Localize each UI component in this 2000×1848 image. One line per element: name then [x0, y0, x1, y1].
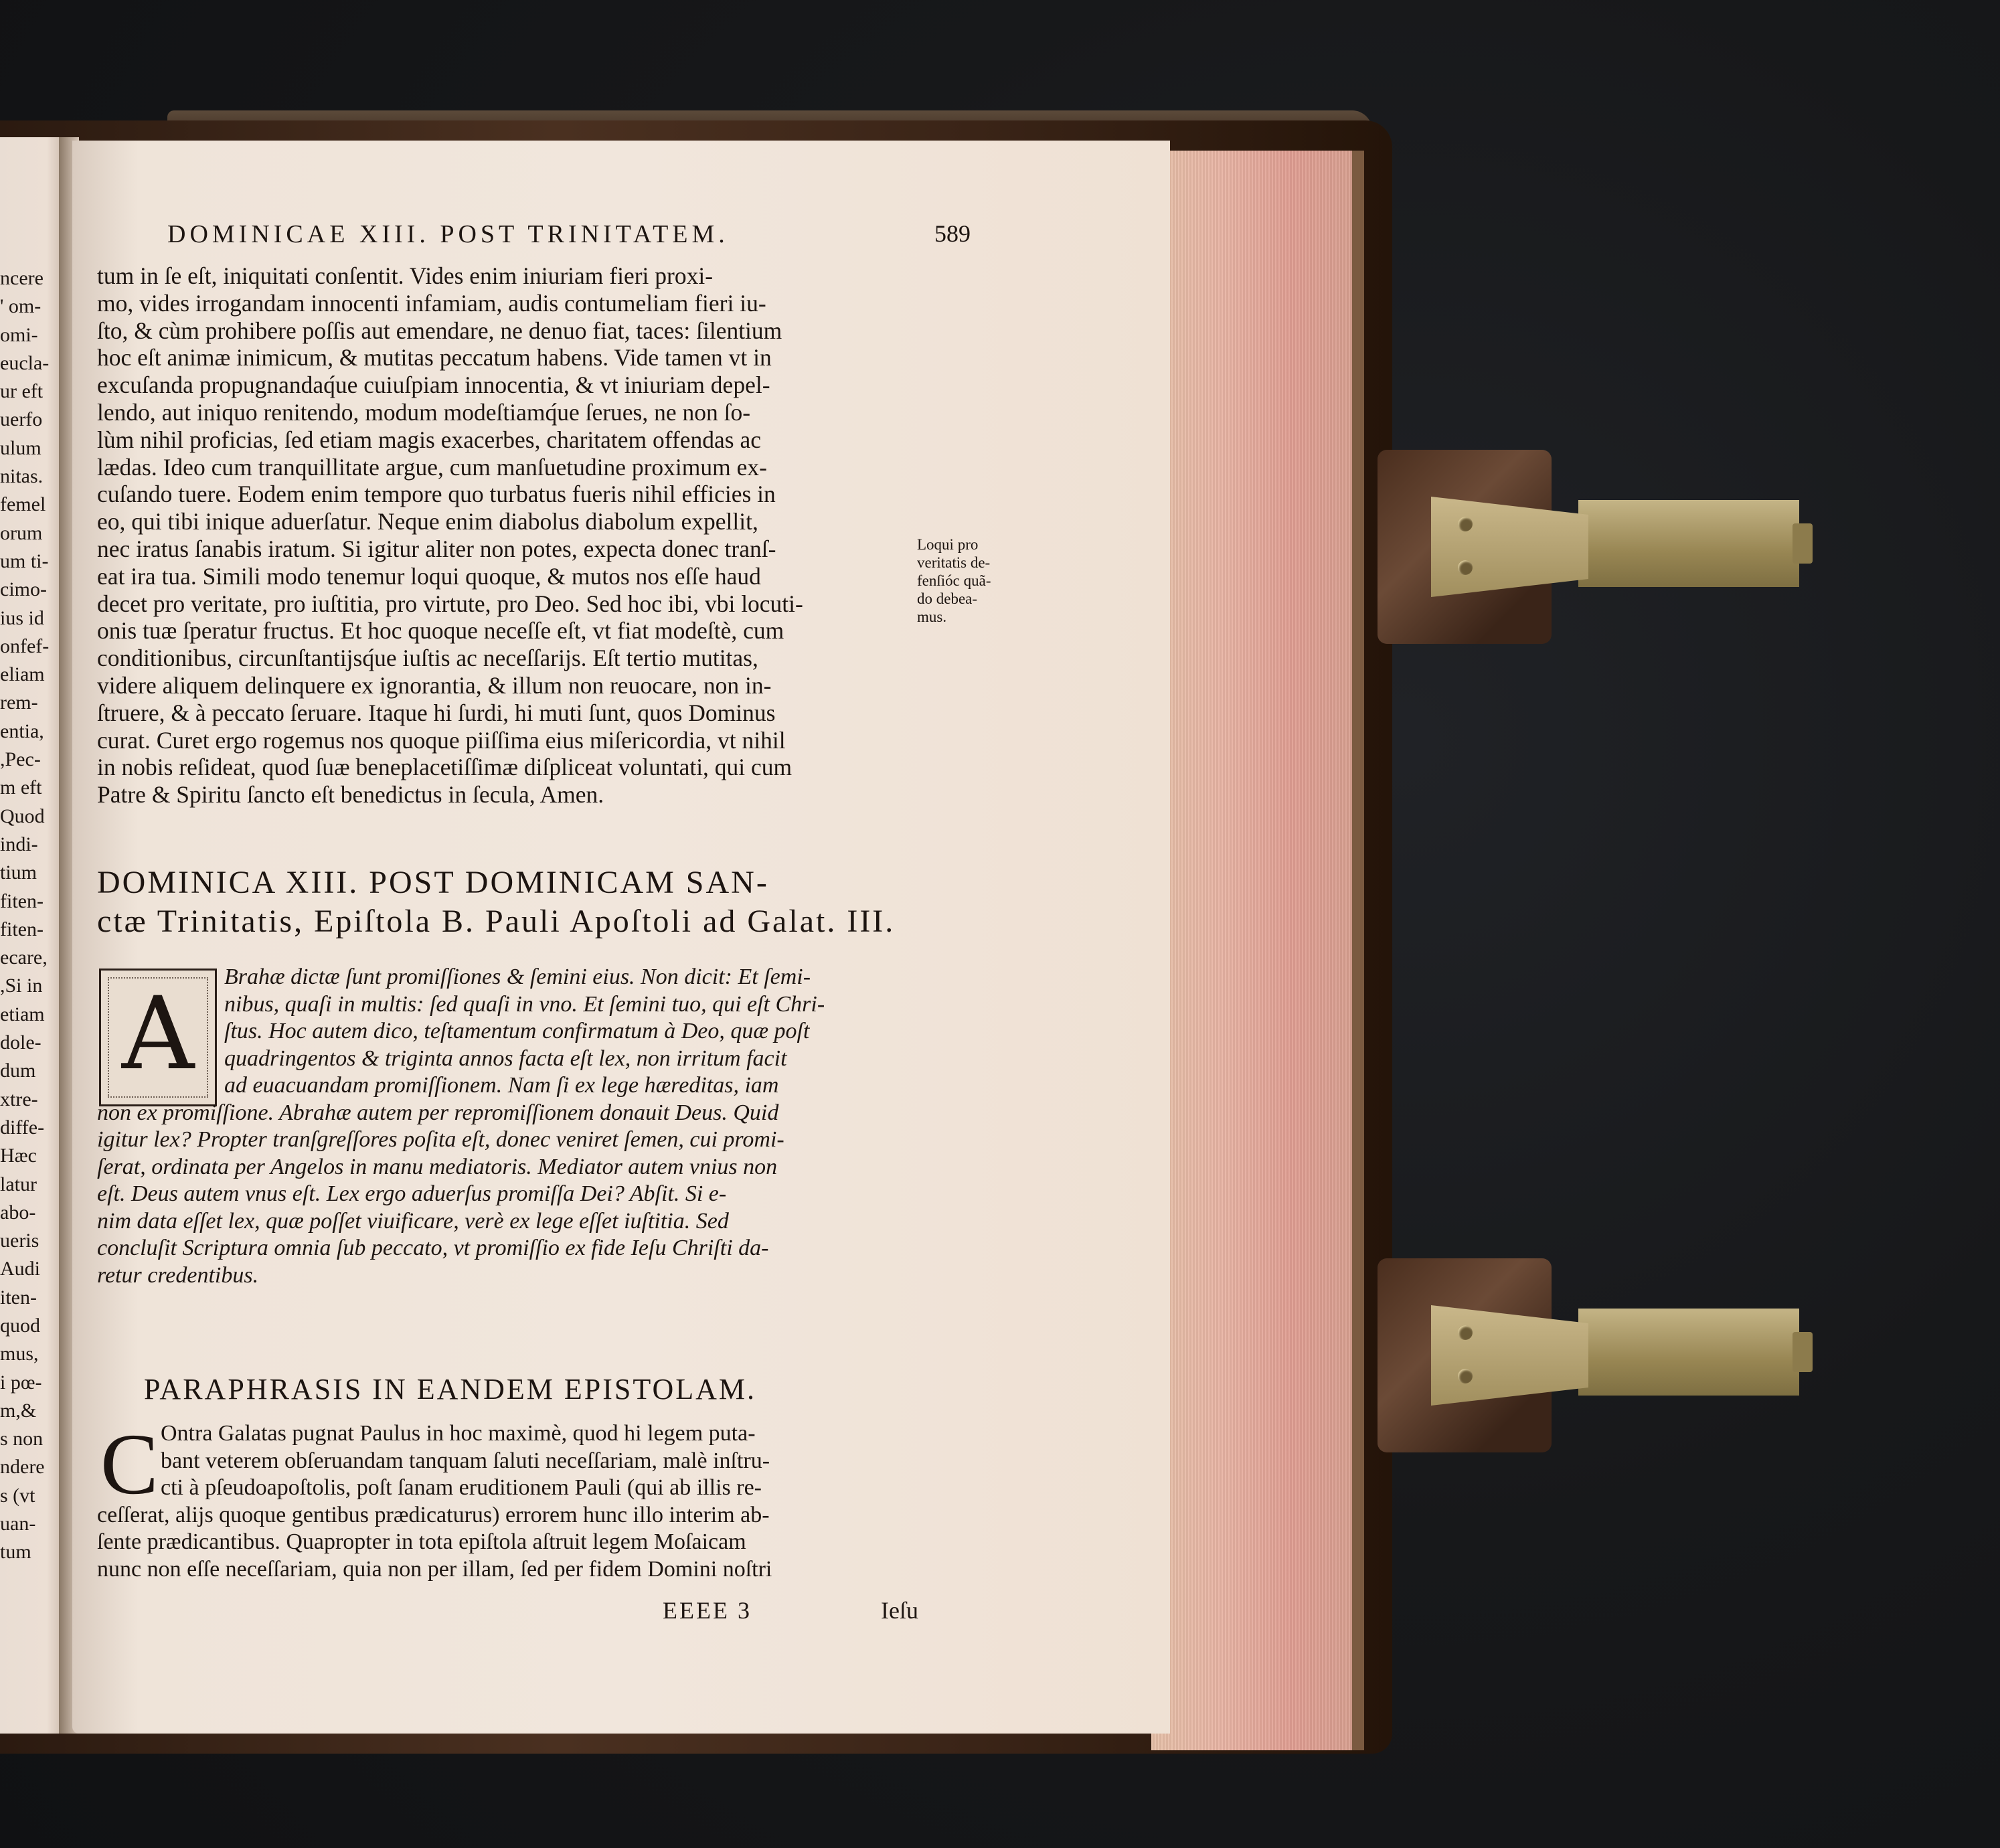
- left-page-line: latur: [0, 1173, 37, 1195]
- left-page-line: quod: [0, 1314, 40, 1337]
- epistle-line: eſt. Deus autem vnus eſt. Lex ergo aduerſus promiſſa Dei? Abſit. Si e-: [97, 1181, 727, 1206]
- left-page-line: ueris: [0, 1230, 39, 1252]
- left-page-line: dum: [0, 1060, 36, 1082]
- left-page-line: dole-: [0, 1031, 41, 1054]
- left-page-line: tium: [0, 861, 37, 884]
- left-page-line: orum: [0, 521, 43, 544]
- left-page-text-fragments: [0, 264, 67, 1567]
- running-head: [167, 220, 971, 253]
- paraphrasis-heading: PARAPHRASIS IN EANDEM EPISTOLAM.: [144, 1373, 757, 1406]
- sermon-body-text: [97, 262, 937, 809]
- body-line: nec iratus ſanabis iratum. Si igitur aliter non potes, expecta donec tranſ-: [97, 535, 776, 562]
- left-page-line: fiten-: [0, 890, 44, 912]
- body-line: mo, vides irrogandam innocenti infamiam, audis contumeliam fieri iu-: [97, 289, 766, 317]
- body-line: excuſanda propugnandaq́ue cuiuſpiam innocentia, & vt iniuriam depel-: [97, 371, 770, 399]
- paraphrasis-line: ſente prædicantibus. Quapropter in tota epiſtola aſtruit legem Moſaicam: [97, 1529, 746, 1555]
- epistle-line: concluſit Scriptura omnia ſub peccato, vt promiſſio ex fide Ieſu Chriſti da-: [97, 1236, 769, 1260]
- left-page-line: uan-: [0, 1513, 36, 1535]
- marginal-note-line: mus.: [917, 608, 947, 625]
- rivet-icon: [1458, 1369, 1473, 1383]
- body-line: in nobis reſideat, quod ſuæ beneplacetiſſimæ diſpliceat voluntati, qui cum: [97, 754, 793, 781]
- left-page-line: m eft: [0, 776, 42, 799]
- body-line: hoc eſt animæ inimicum, & mutitas peccatum habens. Vide tamen vt in: [97, 344, 772, 371]
- epistle-line: Brahæ dictæ ſunt promiſſiones & ſemini eius. Non dicit: Et ſemi-: [224, 964, 811, 989]
- lower-clasp: [1378, 1258, 1813, 1452]
- body-line: decet pro veritate, pro iuſtitia, pro virtute, pro Deo. Sed hoc ibi, vbi locuti-: [97, 590, 803, 617]
- left-page-line: ius id: [0, 606, 44, 629]
- epistle-line: igitur lex? Propter tranſgreſſores poſita eſt, donec veniret ſemen, cui promi-: [97, 1127, 784, 1152]
- marginal-note-line: veritatis de-: [917, 554, 991, 571]
- paraphrasis-line: nunc non eſſe neceſſariam, quia non per illam, ſed per fidem Domini noſtri: [97, 1556, 772, 1582]
- left-page-line: eucla-: [0, 351, 50, 374]
- epistle-line: ſerat, ordinata per Angelos in manu mediatoris. Mediator autem vnius non: [97, 1154, 778, 1179]
- left-page-line: m,&: [0, 1399, 37, 1422]
- left-page-line: indi-: [0, 833, 38, 855]
- left-page-line: i pœ-: [0, 1371, 42, 1394]
- marginal-note-line: do debea-: [917, 590, 978, 607]
- body-line: eo, qui tibi inique aduerſatur. Neque enim diabolus diabolum expellit,: [97, 508, 758, 535]
- left-page-line: Quod: [0, 805, 45, 827]
- body-line: ſtruere, & à peccato ſeruare. Itaque hi ſurdi, hi muti ſunt, quos Dominus: [97, 699, 776, 726]
- body-line: Patre & Spiritu ſancto eſt benedictus in ſecula, Amen.: [97, 781, 604, 809]
- left-page-line: abo-: [0, 1201, 36, 1224]
- left-page-line: um ti-: [0, 550, 49, 572]
- epistle-line: nibus, quaſi in multis: ſed quaſi in vno. Et ſemini tuo, qui eſt Chri-: [224, 991, 825, 1017]
- left-page-line: Audi: [0, 1258, 40, 1280]
- body-line: lædas. Ideo cum tranquillitate argue, cum manſuetudine proximum ex-: [97, 453, 767, 481]
- clasp-brass-bar: [1578, 500, 1799, 587]
- body-line: lendo, aut iniquo renitendo, modum modeſtiamq́ue ſerues, ne non ſo-: [97, 398, 751, 426]
- left-page-line: etiam: [0, 1003, 45, 1025]
- catchword: Ieſu: [881, 1597, 918, 1624]
- clasp-hook: [1793, 523, 1813, 564]
- paraphrasis-text: [97, 1416, 937, 1584]
- epistle-line: ad euacuandam promiſſionem. Nam ſi ex lege hæreditas, iam: [224, 1073, 779, 1098]
- left-page-line: eliam: [0, 663, 45, 686]
- left-page-line: ' om-: [0, 295, 41, 318]
- left-page-line: diffe-: [0, 1116, 45, 1139]
- left-page-line: rem-: [0, 691, 38, 714]
- left-page-line: xtre-: [0, 1088, 38, 1110]
- left-page-line: ecare,: [0, 946, 48, 969]
- left-page-line: onfef-: [0, 635, 50, 657]
- epistle-text: [97, 964, 937, 1289]
- paraphrasis-line: bant veterem obſeruandam tanquam ſaluti neceſſariam, malè inſtru-: [161, 1448, 770, 1473]
- left-page-line: entia,: [0, 720, 44, 742]
- page-fore-edge: [1151, 151, 1364, 1750]
- rivet-icon: [1458, 517, 1473, 531]
- body-line: videre aliquem delinquere ex ignorantia, & illum non reuocare, non in-: [97, 671, 772, 699]
- body-line: ſto, & cùm prohibere poſſis aut emendare, ne denuo fiat, taces: ſilentium: [97, 317, 782, 344]
- left-page-line: s (vt: [0, 1484, 35, 1507]
- initial-letter: A: [121, 976, 195, 1092]
- paraphrasis-line: cti à pſeudoapoſtolis, poſt ſanam eruditionem Pauli (qui ab illis re-: [161, 1475, 762, 1501]
- epistle-line: non ex promiſſione. Abrahæ autem per repromiſſionem donauit Deus. Quid: [97, 1100, 779, 1125]
- marginal-note-line: fenſióc quã-: [917, 572, 991, 589]
- clasp-brass-plate: [1431, 1305, 1588, 1406]
- paraphrasis-initial: C: [100, 1416, 159, 1513]
- left-page-line: cimo-: [0, 578, 47, 601]
- left-page-line: uerfo: [0, 408, 43, 431]
- left-page-line: fiten-: [0, 918, 44, 940]
- body-line: cuſando tuere. Eodem enim tempore quo turbatus fueris nihil efficies in: [97, 481, 776, 508]
- paraphrasis-line: ceſſerat, alijs quoque gentibus prædicaturus) errorem hunc illo interim ab-: [97, 1502, 770, 1527]
- section-title-line: ctæ Trinitatis, Epiſtola B. Pauli Apoſtoli ad Galat. III.: [97, 904, 896, 939]
- section-title-line: DOMINICA XIII. POST DOMINICAM SAN-: [97, 865, 769, 900]
- rivet-icon: [1458, 560, 1473, 575]
- body-line: onis tuæ ſperatur fructus. Et hoc quoque neceſſe eſt, vt fiat modeſtè, cum: [97, 617, 784, 645]
- epistle-line: retur credentibus.: [97, 1262, 259, 1288]
- running-head-title: DOMINICAE XIII. POST TRINITATEM.: [167, 220, 729, 248]
- clasp-brass-bar: [1578, 1309, 1799, 1396]
- upper-clasp: [1378, 450, 1813, 644]
- left-page-line: ndere: [0, 1456, 45, 1479]
- marginal-note: [917, 535, 1017, 626]
- left-page-line: femel: [0, 493, 46, 516]
- clasp-brass-plate: [1431, 497, 1588, 597]
- epistle-line: quadringentos & triginta annos facta eſt lex, non irritum facit: [224, 1045, 787, 1071]
- page-number: 589: [934, 220, 971, 247]
- body-line: lùm nihil proficias, ſed etiam magis exacerbes, charitatem offendas ac: [97, 426, 761, 453]
- body-line: curat. Curet ergo rogemus nos quoque piiſſima eius miſericordia, vt nihil: [97, 726, 786, 754]
- section-title: [97, 863, 937, 941]
- left-page-line: Hæc: [0, 1145, 37, 1167]
- left-page-line: ulum: [0, 436, 41, 459]
- left-page-line: ur eft: [0, 380, 44, 403]
- left-page-line: iten-: [0, 1286, 37, 1309]
- body-line: tum in ſe eſt, iniquitati conſentit. Vides enim iniuriam fieri proxi-: [97, 262, 714, 289]
- epistle-line: nim data eſſet lex, quæ poſſet viuificare, verè ex lege eſſet iuſtitia. Sed: [97, 1208, 729, 1234]
- left-page-line: tum: [0, 1541, 31, 1564]
- left-page-line: omi-: [0, 323, 38, 346]
- left-page-line: nitas.: [0, 465, 44, 488]
- left-page-line: ,Si in: [0, 975, 43, 997]
- left-page-line: ncere: [0, 267, 44, 289]
- left-page-line: ,Pec-: [0, 748, 41, 771]
- left-page-line: s non: [0, 1428, 44, 1450]
- body-line: conditionibus, circunſtantijsq́ue iuſtis ac neceſſarijs. Eſt tertio mutitas,: [97, 645, 758, 672]
- left-page-line: mus,: [0, 1343, 39, 1365]
- clasp-hook: [1793, 1332, 1813, 1372]
- body-line: eat ira tua. Simili modo tenemur loqui quoque, & mutos nos eſſe haud: [97, 562, 761, 590]
- epistle-line: ſtus. Hoc autem dico, teſtamentum confirmatum à Deo, quæ poſt: [224, 1019, 810, 1043]
- rivet-icon: [1458, 1325, 1473, 1340]
- signature-mark: EEEE 3: [663, 1597, 752, 1624]
- marginal-note-line: Loqui pro: [917, 536, 979, 553]
- left-page: [0, 137, 67, 1734]
- paraphrasis-line: Ontra Galatas pugnat Paulus in hoc maximè, quod hi legem puta-: [161, 1421, 756, 1446]
